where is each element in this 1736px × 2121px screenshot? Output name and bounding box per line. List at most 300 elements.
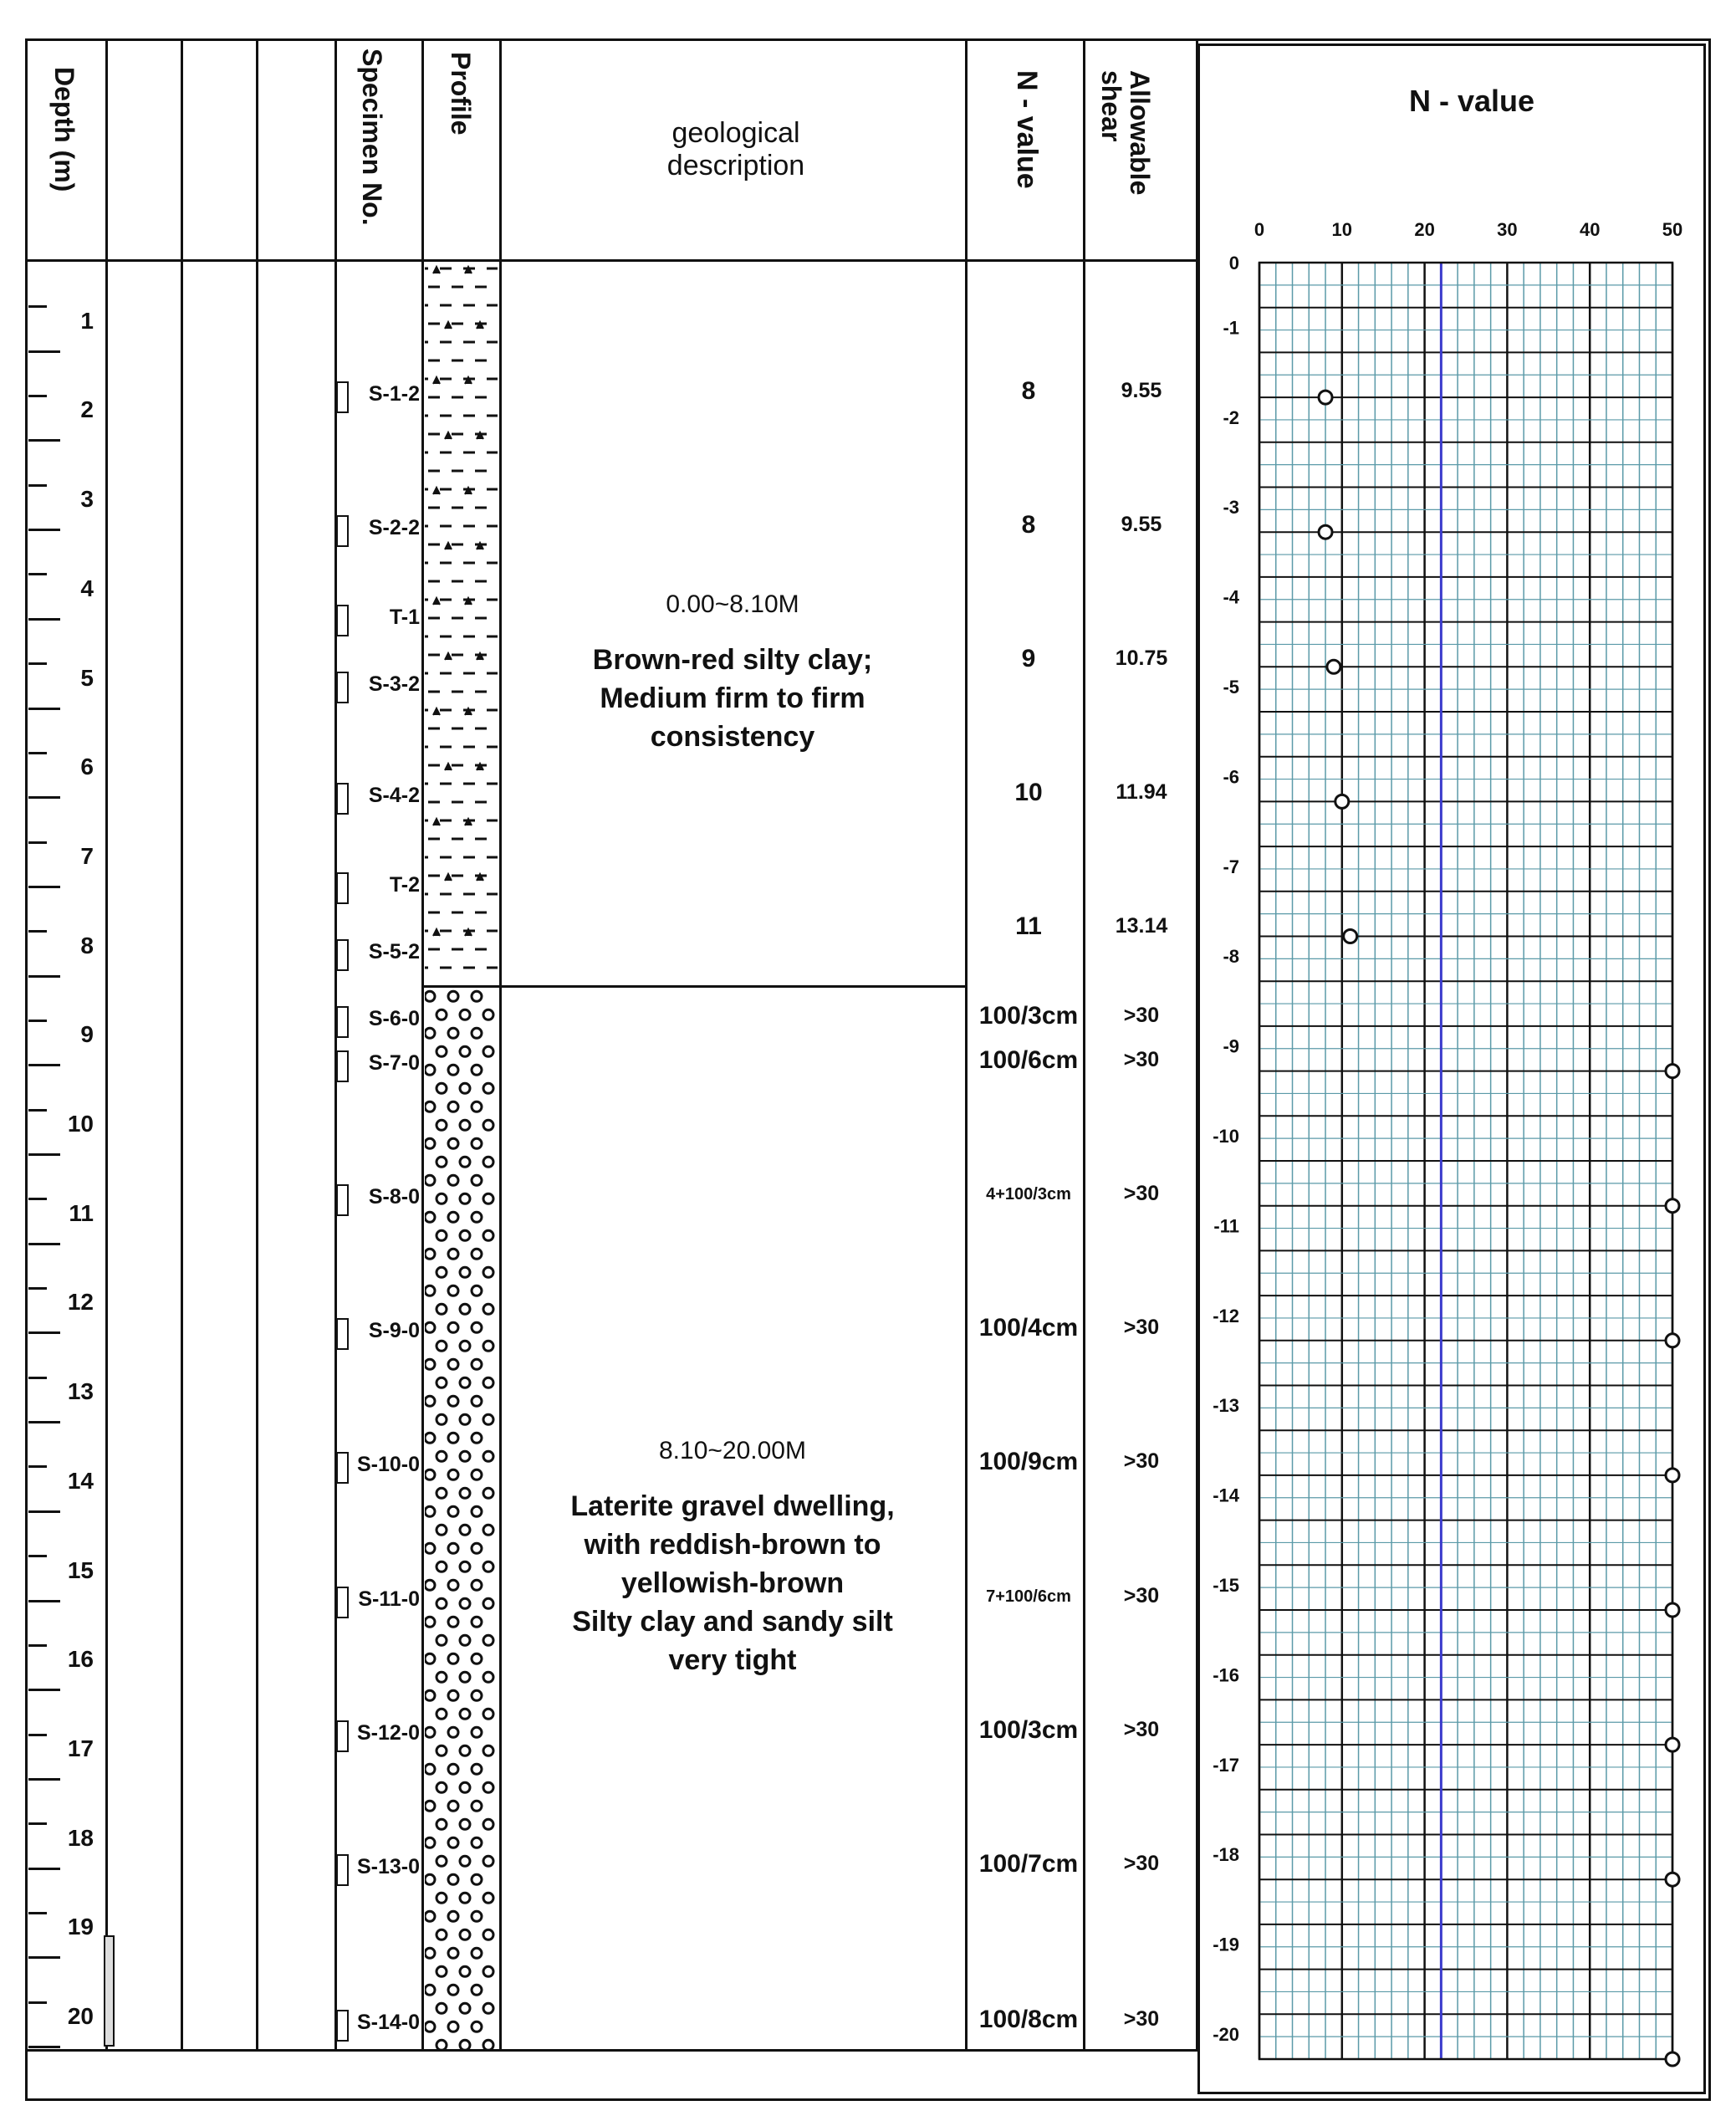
gravel-symbol <box>472 1065 482 1075</box>
y-tick-label: -6 <box>1223 766 1239 788</box>
gravel-symbol <box>437 1120 447 1130</box>
gravel-symbol <box>460 1046 470 1056</box>
gravel-symbol <box>437 1230 447 1240</box>
gravel-symbol <box>437 1709 447 1719</box>
n-value: 100/3cm <box>978 1715 1079 1744</box>
gravel-symbol <box>437 1193 447 1204</box>
gravel-symbol <box>472 1653 482 1664</box>
gravel-symbol <box>448 1028 458 1038</box>
gravel-symbol <box>460 1267 470 1277</box>
allowable-shear: >30 <box>1123 1851 1160 1875</box>
specimen-label: S-14-0 <box>356 2011 420 2035</box>
depth-tick-minor <box>28 752 47 754</box>
casing-marker <box>104 1935 115 2047</box>
gravel-symbol <box>460 1488 470 1498</box>
allowable-shear: 9.55 <box>1121 513 1162 537</box>
depth-tick-minor <box>28 1822 47 1825</box>
allowable-shear: >30 <box>1123 1717 1160 1741</box>
gravel-symbol <box>460 1672 470 1682</box>
gravel-symbol <box>472 1506 482 1516</box>
gravel-symbol <box>483 1488 493 1498</box>
x-tick-label: 50 <box>1662 219 1683 240</box>
gravel-symbol <box>460 1120 470 1130</box>
gravel-symbol <box>472 1175 482 1185</box>
gravel-symbol <box>460 1893 470 1903</box>
specimen-label: S-11-0 <box>358 1587 420 1611</box>
n-value: 100/4cm <box>978 1314 1079 1342</box>
data-point <box>1666 2052 1679 2066</box>
y-tick-label: 0 <box>1228 253 1239 273</box>
y-tick-label: -16 <box>1213 1664 1239 1686</box>
depth-tick-minor <box>28 484 47 487</box>
gravel-symbol <box>460 1709 470 1719</box>
gravel-symbol <box>437 1341 447 1351</box>
depth-label: 5 <box>80 664 94 691</box>
n-value: 9 <box>1021 645 1036 673</box>
gravel-symbol <box>472 1911 482 1921</box>
column-divider <box>499 40 502 2051</box>
gravel-symbol <box>448 1101 458 1112</box>
specimen-label: S-3-2 <box>368 672 420 696</box>
depth-tick-minor <box>28 1020 47 1022</box>
gravel-symbol <box>448 1874 458 1884</box>
y-tick-label: -10 <box>1213 1126 1239 1147</box>
data-point <box>1319 391 1332 404</box>
data-point <box>1666 1738 1679 1751</box>
n-value-chart <box>1199 192 1704 2083</box>
depth-tick-minor <box>28 1377 47 1379</box>
y-tick-label: -9 <box>1223 1035 1239 1057</box>
depth-label: 11 <box>69 1199 94 1226</box>
gravel-symbol <box>425 991 435 1001</box>
n-value: 7+100/6cm <box>986 1587 1071 1606</box>
gravel-symbol <box>460 1341 470 1351</box>
depth-tick-major <box>28 439 60 442</box>
allowable-shear: >30 <box>1123 1048 1160 1072</box>
y-tick-label: -7 <box>1223 856 1239 877</box>
column-divider <box>256 40 258 2051</box>
gravel-symbol <box>460 1451 470 1461</box>
gravel-symbol <box>483 1451 493 1461</box>
gravel-symbol <box>425 2021 435 2032</box>
gravel-symbol <box>425 1764 435 1774</box>
depth-tick-major <box>28 1689 60 1691</box>
depth-label: 7 <box>80 842 94 869</box>
gravel-symbol <box>425 1837 435 1848</box>
gravel-symbol <box>425 1322 435 1332</box>
chart-title: N - value <box>1408 84 1535 118</box>
gravel-symbol <box>460 1230 470 1240</box>
gravel-symbol <box>425 1617 435 1627</box>
depth-label: 4 <box>80 575 94 601</box>
layer-boundary <box>423 985 967 988</box>
data-point <box>1319 525 1332 539</box>
gravel-symbol <box>437 1525 447 1535</box>
gravel-symbol <box>483 1635 493 1645</box>
gravel-symbol <box>425 1690 435 1700</box>
depth-label: 19 <box>67 1914 94 1940</box>
allowable-shear: >30 <box>1123 1182 1160 1206</box>
gravel-symbol <box>437 1083 447 1093</box>
gravel-symbol <box>425 1249 435 1259</box>
data-point <box>1344 930 1357 943</box>
gravel-symbol <box>472 1249 482 1259</box>
depth-tick-minor <box>28 305 47 308</box>
gravel-symbol <box>460 1782 470 1792</box>
gravel-symbol <box>437 1561 447 1572</box>
gravel-symbol <box>425 1101 435 1112</box>
gravel-symbol <box>483 1341 493 1351</box>
gravel-symbol <box>472 1396 482 1406</box>
depth-tick-major <box>28 618 60 621</box>
specimen-label: S-10-0 <box>356 1453 420 1477</box>
gravel-symbol <box>448 1543 458 1553</box>
gravel-symbol <box>472 2021 482 2032</box>
gravel-symbol <box>483 1819 493 1829</box>
header-divider <box>25 259 1197 262</box>
gravel-symbol <box>448 1175 458 1185</box>
gravel-symbol <box>437 2040 447 2050</box>
gravel-symbol <box>472 1138 482 1148</box>
gravel-symbol <box>483 1304 493 1314</box>
gravel-symbol <box>448 1580 458 1590</box>
gravel-symbol <box>472 1359 482 1369</box>
x-tick-label: 0 <box>1253 219 1265 240</box>
specimen-label: T-2 <box>389 872 420 897</box>
gravel-symbol <box>483 1083 493 1093</box>
depth-tick-major <box>28 350 60 353</box>
layer-description: Brown-red silty clay; Medium firm to firm consistency <box>592 644 873 753</box>
gravel-symbol <box>425 1359 435 1369</box>
gravel-symbol <box>448 1801 458 1811</box>
gravel-symbol <box>472 1028 482 1038</box>
depth-tick-major <box>28 529 60 531</box>
depth-tick-minor <box>28 1465 47 1468</box>
n-value: 10 <box>1014 779 1043 807</box>
depth-tick-minor <box>28 573 47 575</box>
gravel-symbol <box>448 1285 458 1296</box>
depth-header: Depth (m) <box>49 67 79 192</box>
specimen-label: S-6-0 <box>368 1006 420 1030</box>
gravel-symbol <box>448 1727 458 1737</box>
gravel-symbol <box>437 1157 447 1167</box>
gravel-symbol <box>483 1120 493 1130</box>
data-point <box>1666 1603 1679 1617</box>
gravel-symbol <box>472 1433 482 1443</box>
depth-tick-minor <box>28 1555 47 1557</box>
gravel-symbol <box>460 1414 470 1424</box>
depth-tick-major <box>28 975 60 978</box>
allowable-shear: >30 <box>1123 2007 1160 2032</box>
column-divider <box>105 40 108 2051</box>
depth-tick-minor <box>28 1912 47 1914</box>
y-tick-label: -8 <box>1223 946 1239 968</box>
specimen-label: S-9-0 <box>368 1319 420 1343</box>
gravel-symbol <box>460 1966 470 1976</box>
depth-tick-major <box>28 1331 60 1334</box>
nvalue-header: N - value <box>1011 70 1043 189</box>
gravel-symbol <box>425 1727 435 1737</box>
gravel-symbol <box>425 1580 435 1590</box>
gravel-symbol <box>472 1764 482 1774</box>
gravel-symbol <box>472 1837 482 1848</box>
depth-label: 16 <box>67 1646 94 1673</box>
specimen-label: T-1 <box>389 605 420 629</box>
gravel-symbol <box>437 1856 447 1866</box>
gravel-symbol <box>425 1396 435 1406</box>
gravel-symbol <box>483 1672 493 1682</box>
gravel-symbol <box>483 1230 493 1240</box>
depth-tick-major <box>28 1868 60 1870</box>
gravel-symbol <box>437 1782 447 1792</box>
gravel-symbol <box>460 1929 470 1940</box>
soil-profile <box>425 262 498 2050</box>
depth-label: 17 <box>67 1735 94 1761</box>
depth-tick-major <box>28 886 60 888</box>
data-point <box>1666 1873 1679 1886</box>
layer-range: 0.00~8.10M <box>666 590 799 618</box>
gravel-symbol <box>483 2040 493 2050</box>
gravel-symbol <box>448 1911 458 1921</box>
gravel-symbol <box>448 1249 458 1259</box>
gravel-symbol <box>437 1635 447 1645</box>
n-value: 100/7cm <box>978 1849 1079 1878</box>
gravel-symbol <box>483 1414 493 1424</box>
y-tick-label: -20 <box>1213 2024 1239 2045</box>
specimen-label: S-13-0 <box>356 1854 420 1878</box>
gravel-symbol <box>460 1157 470 1167</box>
depth-tick-minor <box>28 1734 47 1736</box>
gravel-symbol <box>460 1193 470 1204</box>
y-tick-label: -15 <box>1213 1575 1239 1596</box>
gravel-symbol <box>472 1801 482 1811</box>
x-tick-label: 10 <box>1331 219 1353 240</box>
depth-label: 6 <box>80 754 94 780</box>
gravel-symbol <box>437 1267 447 1277</box>
y-tick-label: -17 <box>1213 1754 1239 1776</box>
y-tick-label: -19 <box>1213 1934 1239 1955</box>
gravel-symbol <box>437 1451 447 1461</box>
gravel-symbol <box>483 1745 493 1756</box>
gravel-symbol <box>448 1469 458 1480</box>
gravel-symbol <box>425 1028 435 1038</box>
gravel-symbol <box>483 1929 493 1940</box>
gravel-symbol <box>472 1212 482 1222</box>
depth-tick-minor <box>28 395 47 397</box>
allowable-shear: >30 <box>1123 1316 1160 1340</box>
gravel-symbol <box>425 1285 435 1296</box>
gravel-symbol <box>437 1598 447 1608</box>
gravel-symbol <box>425 1653 435 1664</box>
gravel-symbol <box>460 1009 470 1020</box>
gravel-symbol <box>437 1377 447 1388</box>
gravel-symbol <box>472 1727 482 1737</box>
data-point <box>1327 660 1340 673</box>
gravel-symbol <box>483 1193 493 1204</box>
gravel-symbol <box>483 1377 493 1388</box>
gravel-symbol <box>448 1212 458 1222</box>
y-tick-label: -2 <box>1223 406 1239 428</box>
y-tick-label: -5 <box>1223 677 1239 698</box>
gravel-symbol <box>483 1598 493 1608</box>
gravel-symbol <box>437 2003 447 2013</box>
gravel-symbol <box>448 1433 458 1443</box>
gravel-symbol <box>460 1819 470 1829</box>
x-tick-label: 20 <box>1414 219 1435 240</box>
n-value: 8 <box>1021 511 1036 539</box>
gravel-symbol <box>425 1065 435 1075</box>
specimen-label: S-5-2 <box>368 939 420 963</box>
gravel-symbol <box>437 1966 447 1976</box>
gravel-symbol <box>437 1672 447 1682</box>
data-point <box>1666 1334 1679 1347</box>
allowable-shear: 9.55 <box>1121 379 1162 403</box>
depth-label: 20 <box>67 2003 94 2029</box>
allowable-shear: >30 <box>1123 1003 1160 1027</box>
column-divider <box>1196 40 1198 2051</box>
gravel-symbol <box>460 2040 470 2050</box>
gravel-symbol <box>448 1617 458 1627</box>
gravel-symbol <box>448 1065 458 1075</box>
depth-tick-major <box>28 1600 60 1602</box>
gravel-symbol <box>437 1304 447 1314</box>
gravel-symbol <box>460 1561 470 1572</box>
gravel-symbol <box>448 1138 458 1148</box>
specimen-label: S-2-2 <box>368 516 420 540</box>
depth-tick-major <box>28 796 60 799</box>
layer-description: Laterite gravel dwelling, with reddish-brown to yellowish-brown Silty clay and sandy silt very tight <box>570 1490 895 1676</box>
gravel-symbol <box>483 1525 493 1535</box>
gravel-symbol <box>425 1138 435 1148</box>
layer-range: 8.10~20.00M <box>659 1437 806 1464</box>
column-divider <box>421 40 424 2051</box>
depth-label: 10 <box>67 1111 94 1137</box>
y-tick-label: -18 <box>1213 1844 1239 1866</box>
gravel-symbol <box>425 1948 435 1958</box>
gravel-symbol <box>448 1359 458 1369</box>
gravel-symbol <box>472 1985 482 1995</box>
column-divider <box>1083 40 1085 2051</box>
gravel-symbol <box>437 1009 447 1020</box>
depth-tick-major <box>28 1510 60 1513</box>
gravel-symbol <box>437 1929 447 1940</box>
gravel-symbol <box>460 2003 470 2013</box>
depth-tick-minor <box>28 1109 47 1112</box>
gravel-symbol <box>483 1782 493 1792</box>
depth-label: 9 <box>80 1021 94 1048</box>
depth-tick-minor <box>28 2001 47 2004</box>
data-point <box>1335 795 1349 808</box>
gravel-symbol <box>448 2021 458 2032</box>
gravel-symbol <box>472 1948 482 1958</box>
y-tick-label: -13 <box>1213 1395 1239 1417</box>
log-bottom-line <box>25 2049 1197 2052</box>
gravel-symbol <box>437 1745 447 1756</box>
gravel-symbol <box>472 1285 482 1296</box>
allowable-shear: >30 <box>1123 1583 1160 1607</box>
profile-header: Profile <box>446 52 476 135</box>
gravel-symbol <box>483 1561 493 1572</box>
gravel-symbol <box>460 1525 470 1535</box>
gravel-symbol <box>425 1911 435 1921</box>
gravel-symbol <box>483 1856 493 1866</box>
depth-tick-minor <box>28 1644 47 1647</box>
gravel-symbol <box>437 1893 447 1903</box>
gravel-symbol <box>437 1046 447 1056</box>
depth-label: 8 <box>80 932 94 958</box>
gravel-symbol <box>472 1580 482 1590</box>
allowable-shear: 13.14 <box>1115 914 1168 938</box>
depth-label: 3 <box>80 486 94 513</box>
y-tick-label: -4 <box>1223 586 1239 608</box>
allowable-shear: 11.94 <box>1116 780 1167 805</box>
depth-tick-minor <box>28 930 47 933</box>
data-point <box>1666 1199 1679 1213</box>
gravel-symbol <box>448 1690 458 1700</box>
gravel-symbol <box>425 1506 435 1516</box>
n-value: 4+100/3cm <box>986 1185 1071 1204</box>
gravel-symbol <box>483 1267 493 1277</box>
gravel-symbol <box>472 991 482 1001</box>
gravel-symbol <box>472 1543 482 1553</box>
depth-tick-major <box>28 1956 60 1959</box>
n-value: 11 <box>1015 912 1042 941</box>
depth-tick-major <box>28 1153 60 1156</box>
gravel-symbol <box>425 1874 435 1884</box>
n-value: 100/3cm <box>978 1001 1079 1030</box>
depth-tick-minor <box>28 841 47 844</box>
gravel-symbol <box>472 1874 482 1884</box>
depth-label: 2 <box>80 396 94 423</box>
gravel-symbol <box>460 1304 470 1314</box>
specimen-header: Specimen No. <box>357 49 387 226</box>
gravel-symbol <box>425 1985 435 1995</box>
gravel-symbol <box>448 1322 458 1332</box>
gravel-symbol <box>472 1322 482 1332</box>
gravel-symbol <box>460 1856 470 1866</box>
allowable-shear: >30 <box>1123 1449 1160 1474</box>
depth-label: 14 <box>67 1467 94 1494</box>
gravel-symbol <box>448 991 458 1001</box>
specimen-label: S-8-0 <box>368 1185 420 1209</box>
x-tick-label: 30 <box>1497 219 1518 240</box>
depth-tick-major <box>28 1064 60 1066</box>
gravel-symbol <box>483 1893 493 1903</box>
depth-label: 18 <box>67 1824 94 1851</box>
gravel-symbol <box>483 1157 493 1167</box>
data-point <box>1666 1065 1679 1078</box>
depth-tick-minor <box>28 662 47 665</box>
y-tick-label: -1 <box>1223 317 1239 339</box>
gravel-symbol <box>460 1598 470 1608</box>
column-divider <box>181 40 183 2051</box>
gravel-symbol <box>448 1653 458 1664</box>
specimen-label: S-1-2 <box>368 382 420 406</box>
gravel-symbol <box>472 1101 482 1112</box>
depth-label: 13 <box>67 1378 94 1405</box>
gravel-symbol <box>472 1617 482 1627</box>
gravel-symbol <box>483 1966 493 1976</box>
gravel-symbol <box>472 1469 482 1480</box>
gravel-symbol <box>448 1396 458 1406</box>
gravel-symbol <box>448 1764 458 1774</box>
depth-tick-major <box>28 1778 60 1781</box>
n-value: 100/8cm <box>978 2006 1079 2034</box>
gravel-symbol <box>437 1414 447 1424</box>
data-point <box>1666 1469 1679 1482</box>
gravel-symbol <box>448 1948 458 1958</box>
gravel-symbol <box>460 1083 470 1093</box>
